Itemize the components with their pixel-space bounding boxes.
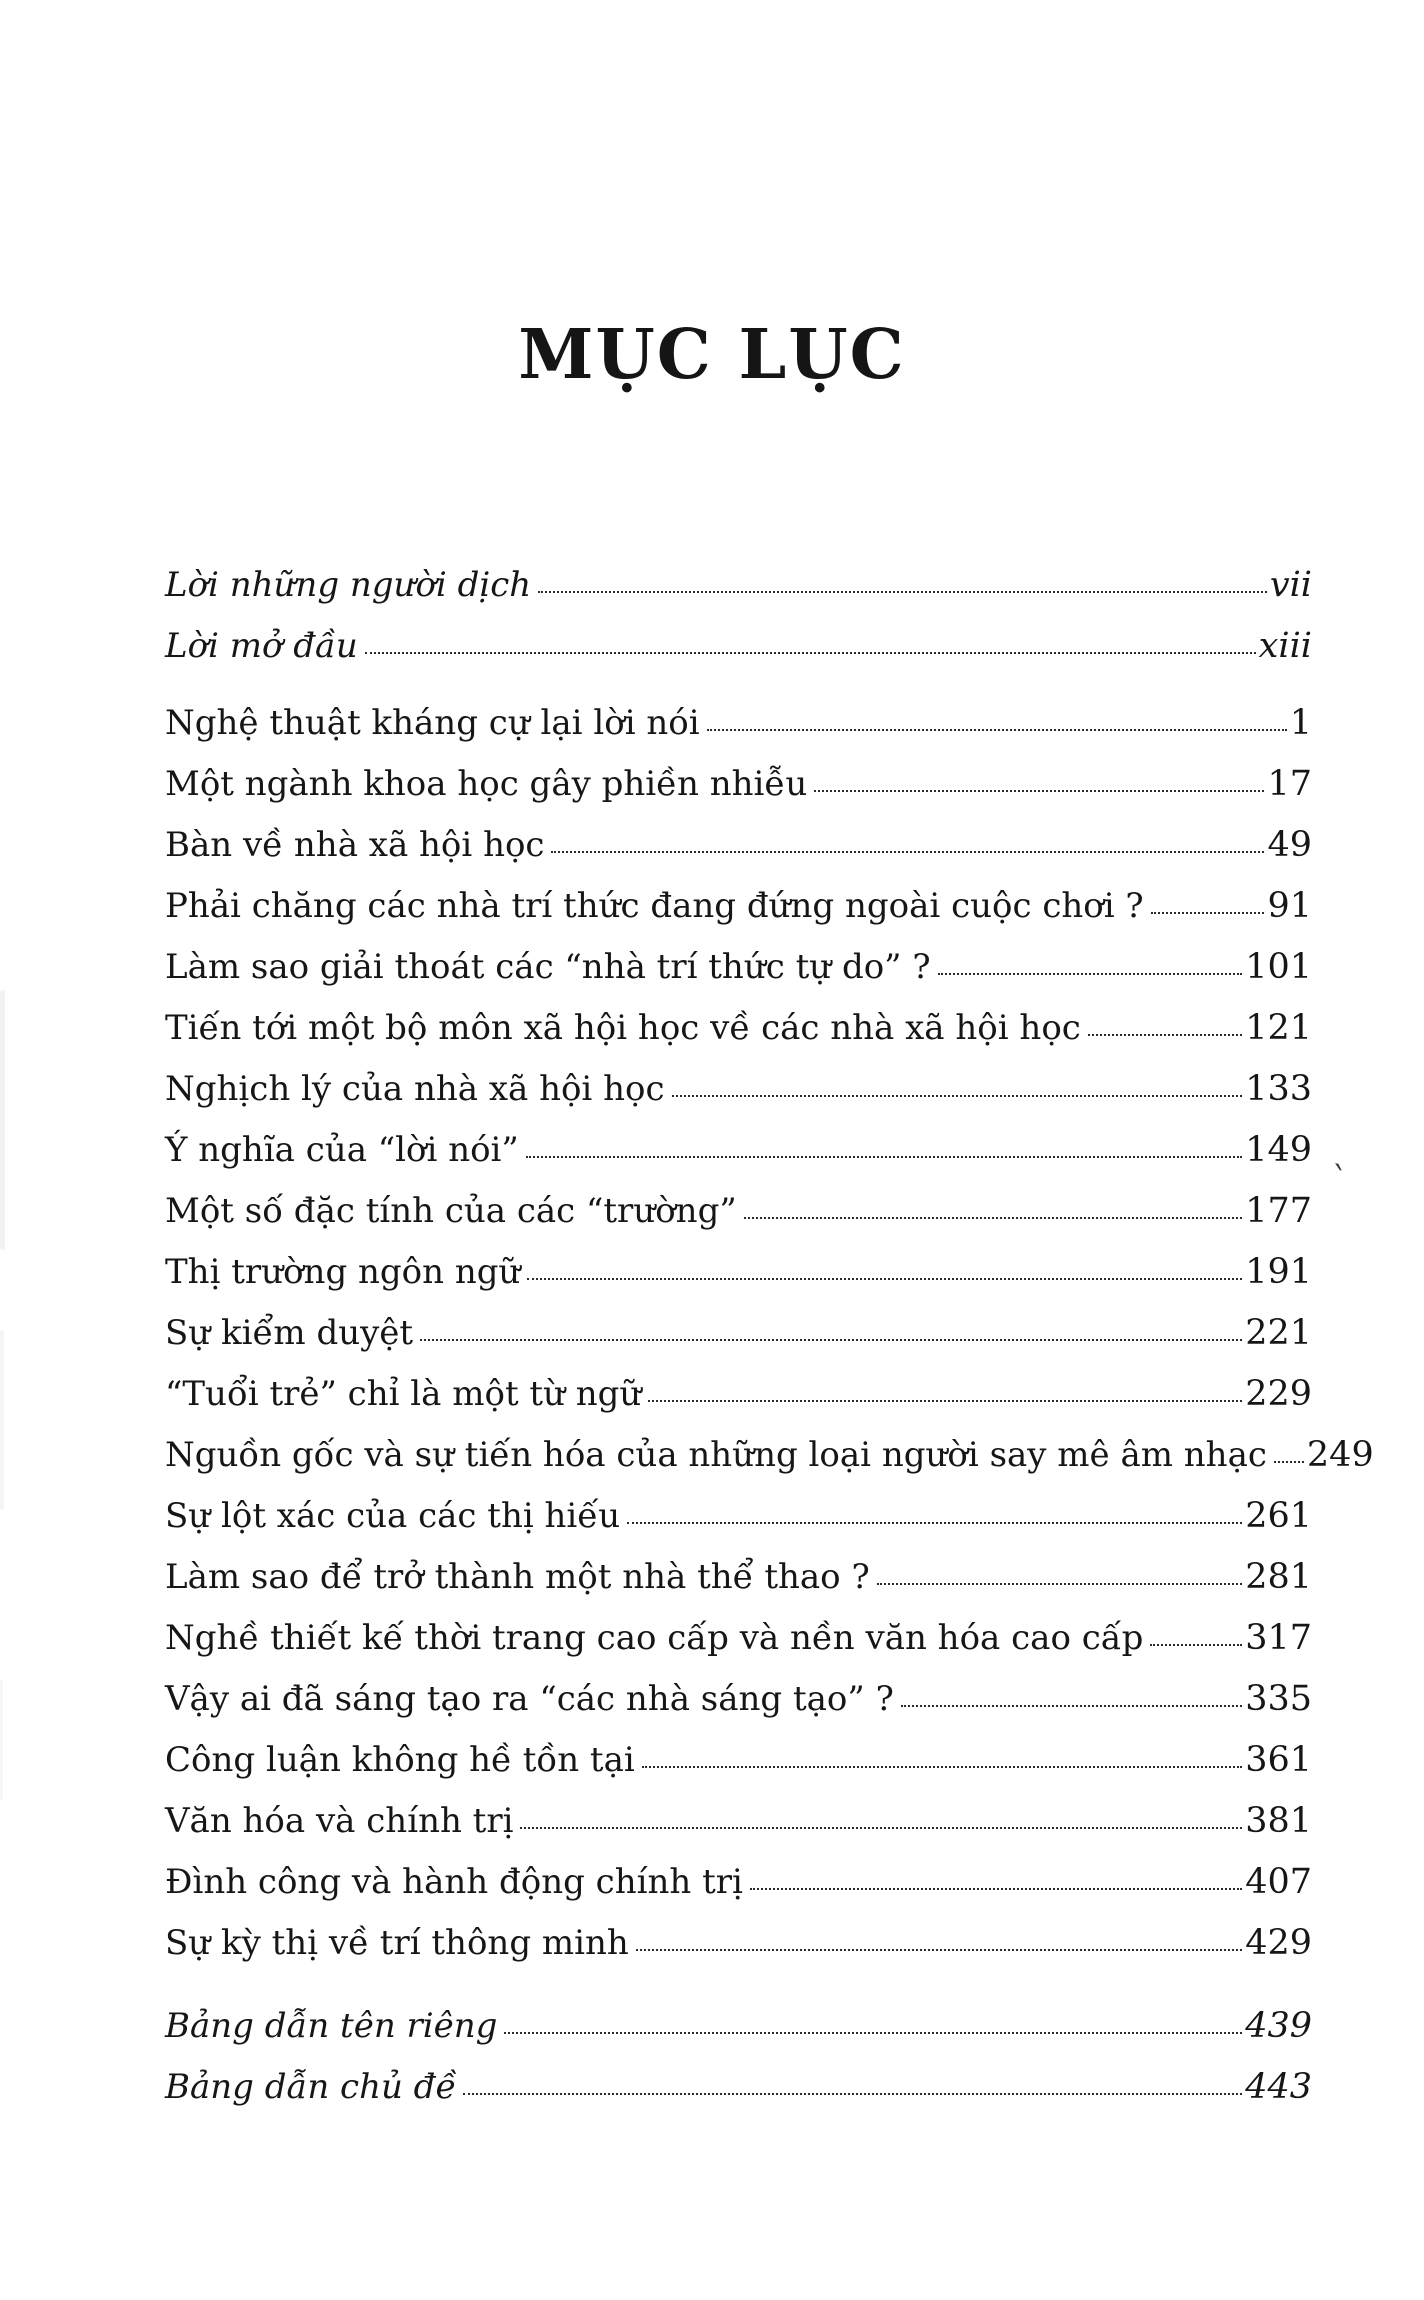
toc-entry-label: Một ngành khoa học gây phiền nhiễu xyxy=(165,764,808,804)
table-of-contents xyxy=(165,555,1374,2118)
dot-leader xyxy=(538,591,1267,593)
scan-tick-artifact: ` xyxy=(1327,1159,1350,1201)
toc-entry-page: 335 xyxy=(1245,1679,1312,1719)
edge-smudge xyxy=(0,990,5,1250)
dot-leader xyxy=(1088,1034,1242,1036)
toc-entry-page: 443 xyxy=(1245,2067,1312,2107)
toc-entry xyxy=(165,815,1312,876)
toc-entry-page: vii xyxy=(1269,565,1312,605)
toc-entry xyxy=(165,693,1312,754)
toc-entry-page: 249 xyxy=(1306,1435,1374,1475)
toc-entry xyxy=(165,555,1312,616)
toc-entry-label: Đình công và hành động chính trị xyxy=(165,1862,743,1902)
toc-entry-page: 191 xyxy=(1245,1252,1312,1292)
toc-entry xyxy=(165,876,1312,937)
toc-entry-page: 121 xyxy=(1245,1008,1312,1048)
toc-entry-page: 149 xyxy=(1245,1130,1312,1170)
dot-leader xyxy=(420,1339,1242,1341)
toc-entry xyxy=(165,1547,1312,1608)
toc-back-matter-section xyxy=(165,1996,1312,2118)
dot-leader xyxy=(707,729,1287,731)
dot-leader xyxy=(504,2032,1242,2034)
toc-entry-label: Phải chăng các nhà trí thức đang đứng ngoài cuộc chơi ? xyxy=(165,886,1144,926)
dot-leader xyxy=(744,1217,1242,1219)
toc-entry-label: Sự kiểm duyệt xyxy=(165,1313,414,1353)
toc-entry-label: Bàn về nhà xã hội học xyxy=(165,825,545,865)
dot-leader xyxy=(627,1522,1242,1524)
toc-entry xyxy=(165,1913,1312,1974)
toc-entry-page: 429 xyxy=(1245,1923,1312,1963)
dot-leader xyxy=(814,790,1264,792)
toc-entry-label: Lời mở đầu xyxy=(165,626,358,666)
dot-leader xyxy=(526,1156,1242,1158)
toc-entry-label: Nghệ thuật kháng cự lại lời nói xyxy=(165,703,700,743)
toc-entry-page: 133 xyxy=(1245,1069,1312,1109)
toc-chapters-section xyxy=(165,693,1374,1974)
toc-entry-label: Vậy ai đã sáng tạo ra “các nhà sáng tạo” ? xyxy=(165,1679,894,1719)
toc-entry xyxy=(165,1669,1312,1730)
toc-entry-label: Sự lột xác của các thị hiếu xyxy=(165,1496,621,1536)
edge-smudge xyxy=(0,1680,3,1800)
toc-entry-page: 49 xyxy=(1267,825,1312,865)
toc-entry xyxy=(165,1059,1312,1120)
toc-entry-label: “Tuổi trẻ” chỉ là một từ ngữ xyxy=(165,1374,642,1414)
toc-entry xyxy=(165,1486,1312,1547)
toc-entry-page: 439 xyxy=(1245,2006,1312,2046)
toc-entry-page: 229 xyxy=(1245,1374,1312,1414)
toc-entry xyxy=(165,1608,1312,1669)
dot-leader xyxy=(636,1949,1242,1951)
toc-entry-page: 177 xyxy=(1245,1191,1312,1231)
toc-entry-page: 1 xyxy=(1289,703,1312,743)
toc-entry-label: Văn hóa và chính trị xyxy=(165,1801,514,1841)
toc-entry-label: Công luận không hề tồn tại xyxy=(165,1740,635,1780)
toc-entry-page: 381 xyxy=(1245,1801,1312,1841)
toc-entry-label: Nghịch lý của nhà xã hội học xyxy=(165,1069,665,1109)
toc-entry-page: 261 xyxy=(1245,1496,1312,1536)
toc-entry xyxy=(165,1181,1312,1242)
toc-entry xyxy=(165,616,1312,677)
toc-entry xyxy=(165,754,1312,815)
toc-entry xyxy=(165,998,1312,1059)
toc-entry xyxy=(165,2057,1312,2118)
dot-leader xyxy=(1274,1461,1304,1463)
toc-entry-page: 17 xyxy=(1267,764,1312,804)
toc-entry-label: Nguồn gốc và sự tiến hóa của những loại người say mê âm nhạc xyxy=(165,1435,1267,1475)
dot-leader xyxy=(877,1583,1243,1585)
toc-entry-label: Lời những người dịch xyxy=(165,565,532,605)
toc-entry-label: Ý nghĩa của “lời nói” xyxy=(165,1130,519,1170)
toc-entry-label: Bảng dẫn tên riêng xyxy=(165,2006,498,2046)
dot-leader xyxy=(1151,912,1265,914)
toc-entry-label: Làm sao giải thoát các “nhà trí thức tự do” ? xyxy=(165,947,931,987)
toc-entry-label: Sự kỳ thị về trí thông minh xyxy=(165,1923,629,1963)
toc-entry-page: 91 xyxy=(1267,886,1312,926)
dot-leader xyxy=(463,2093,1242,2095)
toc-entry xyxy=(165,1852,1312,1913)
dot-leader xyxy=(527,1278,1242,1280)
edge-smudge xyxy=(0,1330,4,1510)
dot-leader xyxy=(750,1888,1242,1890)
toc-entry xyxy=(165,937,1312,998)
toc-entry xyxy=(165,1364,1312,1425)
dot-leader xyxy=(520,1827,1242,1829)
toc-entry-page: 361 xyxy=(1245,1740,1312,1780)
toc-entry-label: Nghề thiết kế thời trang cao cấp và nền văn hóa cao cấp xyxy=(165,1618,1144,1658)
toc-entry xyxy=(165,1425,1374,1486)
toc-front-matter-section xyxy=(165,555,1312,677)
toc-entry xyxy=(165,1120,1312,1181)
toc-entry-label: Bảng dẫn chủ đề xyxy=(165,2067,457,2107)
toc-entry-label: Thị trường ngôn ngữ xyxy=(165,1252,521,1292)
toc-entry-page: 221 xyxy=(1245,1313,1312,1353)
toc-entry-label: Làm sao để trở thành một nhà thể thao ? xyxy=(165,1557,870,1597)
dot-leader xyxy=(938,973,1243,975)
dot-leader xyxy=(551,851,1264,853)
page-title: MỤC LỤC xyxy=(518,315,906,395)
dot-leader xyxy=(901,1705,1242,1707)
toc-entry xyxy=(165,1996,1312,2057)
dot-leader xyxy=(648,1400,1242,1402)
toc-entry-page: 317 xyxy=(1245,1618,1312,1658)
dot-leader xyxy=(672,1095,1243,1097)
toc-entry-page: xiii xyxy=(1258,626,1312,666)
toc-entry-label: Tiến tới một bộ môn xã hội học về các nhà xã hội học xyxy=(165,1008,1081,1048)
dot-leader xyxy=(365,652,1256,654)
toc-entry xyxy=(165,1242,1312,1303)
toc-entry-label: Một số đặc tính của các “trường” xyxy=(165,1191,737,1231)
toc-entry xyxy=(165,1791,1312,1852)
toc-entry xyxy=(165,1303,1312,1364)
toc-entry xyxy=(165,1730,1312,1791)
dot-leader xyxy=(642,1766,1242,1768)
toc-entry-page: 101 xyxy=(1245,947,1312,987)
toc-entry-page: 407 xyxy=(1245,1862,1312,1902)
toc-entry-page: 281 xyxy=(1245,1557,1312,1597)
dot-leader xyxy=(1150,1644,1242,1646)
